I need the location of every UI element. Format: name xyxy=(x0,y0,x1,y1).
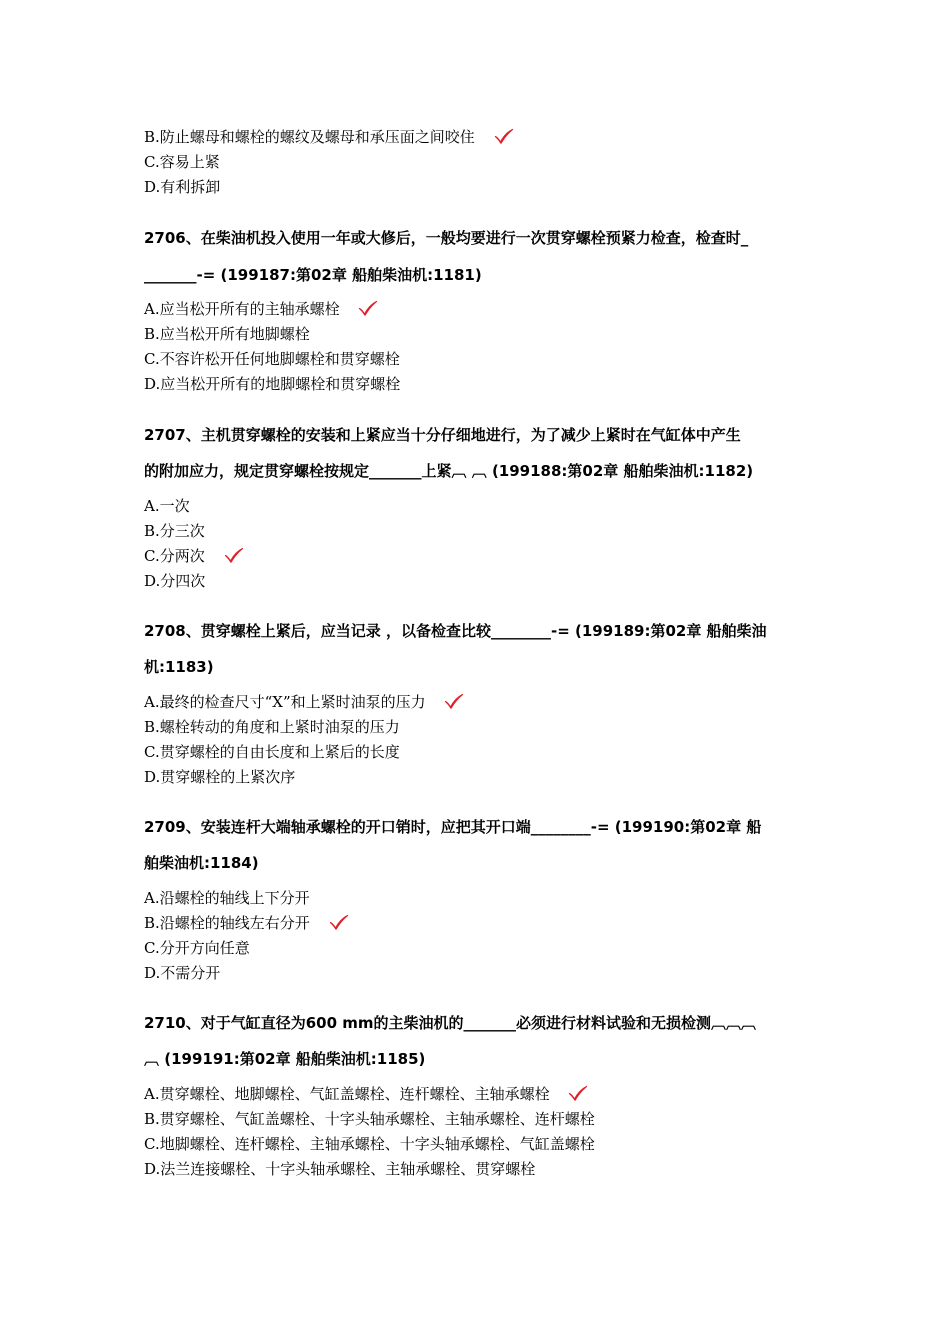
option-2710-c xyxy=(144,1134,595,1154)
option-text: C.不容许松开任何地脚螺栓和贯穿螺栓 xyxy=(144,350,400,368)
check-icon xyxy=(568,1085,588,1101)
option-text: B.螺栓转动的角度和上紧时油泵的压力 xyxy=(144,718,400,736)
option-text: C.容易上紧 xyxy=(144,153,220,171)
option-2707-b xyxy=(144,521,205,541)
option-text: A.贯穿螺栓、地脚螺栓、气缸盖螺栓、连杆螺栓、主轴承螺栓 xyxy=(144,1085,550,1103)
option-2707-d xyxy=(144,571,205,591)
option-text: B.贯穿螺栓、气缸盖螺栓、十字头轴承螺栓、主轴承螺栓、连杆螺栓 xyxy=(144,1110,595,1128)
option-text: A.一次 xyxy=(144,497,190,515)
check-icon xyxy=(358,300,378,316)
option-text: D.法兰连接螺栓、十字头轴承螺栓、主轴承螺栓、贯穿螺栓 xyxy=(144,1160,536,1178)
question-2706-line2: _______-= (199187:第02章 船舶柴油机:1181) xyxy=(144,266,482,284)
question-2708-line1: 2708、贯穿螺栓上紧后，应当记录 ，以备检查比较________-= (199189:第02章 船舶柴油 xyxy=(144,622,767,640)
option-2710-b xyxy=(144,1109,595,1129)
question-2708-line2: 机:1183) xyxy=(144,658,214,676)
question-2707-line1: 2707、主机贯穿螺栓的安装和上紧应当十分仔细地进行，为了减少上紧时在气缸体中产生 xyxy=(144,426,741,444)
option-2709-b xyxy=(144,913,349,933)
option-2709-d xyxy=(144,963,220,983)
option-text: A.沿螺栓的轴线上下分开 xyxy=(144,889,310,907)
option-2709-a xyxy=(144,888,310,908)
option-text: D.应当松开所有的地脚螺栓和贯穿螺栓 xyxy=(144,375,401,393)
option-prev-d xyxy=(144,177,220,197)
check-icon xyxy=(329,914,349,930)
question-2707-line2: 的附加应力，规定贯穿螺栓按规定_______上紧︹ ︹ (199188:第02章 船舶柴油机:1182) xyxy=(144,462,754,480)
option-text: C.地脚螺栓、连杆螺栓、主轴承螺栓、十字头轴承螺栓、气缸盖螺栓 xyxy=(144,1135,595,1153)
option-2706-a xyxy=(144,299,378,319)
question-2706-line1: 2706、在柴油机投入使用一年或大修后，一般均要进行一次贯穿螺栓预紧力检查，检查时_ xyxy=(144,229,749,247)
option-2706-c xyxy=(144,349,400,369)
option-2708-c xyxy=(144,742,400,762)
question-2710-line1: 2710、对于气缸直径为600 mm的主柴油机的_______必须进行材料试验和无损检测︹︹︹ xyxy=(144,1014,757,1032)
option-2708-b xyxy=(144,717,400,737)
option-2707-c xyxy=(144,546,244,566)
option-text: C.分开方向任意 xyxy=(144,939,250,957)
option-text: B.沿螺栓的轴线左右分开 xyxy=(144,914,310,932)
option-text: B.防止螺母和螺栓的螺纹及螺母和承压面之间咬住 xyxy=(144,128,475,146)
option-prev-b xyxy=(144,127,514,147)
option-text: B.分三次 xyxy=(144,522,205,540)
question-2710-line2: ︹ (199191:第02章 船舶柴油机:1185) xyxy=(144,1050,426,1068)
option-text: D.有利拆卸 xyxy=(144,178,221,196)
question-2709-line2: 舶柴油机:1184) xyxy=(144,854,259,872)
question-2709-line1: 2709、安装连杆大端轴承螺栓的开口销时，应把其开口端________-= (199190:第02章 船 xyxy=(144,818,762,836)
check-icon xyxy=(494,128,514,144)
option-prev-c xyxy=(144,152,220,172)
check-icon xyxy=(444,693,464,709)
option-text: A.最终的检查尺寸“X”和上紧时油泵的压力 xyxy=(144,693,426,711)
option-text: C.贯穿螺栓的自由长度和上紧后的长度 xyxy=(144,743,400,761)
option-2709-c xyxy=(144,938,250,958)
check-icon xyxy=(224,547,244,563)
option-2706-b xyxy=(144,324,310,344)
option-text: B.应当松开所有地脚螺栓 xyxy=(144,325,310,343)
option-text: D.不需分开 xyxy=(144,964,221,982)
option-text: A.应当松开所有的主轴承螺栓 xyxy=(144,300,340,318)
option-2708-a xyxy=(144,692,464,712)
option-text: C.分两次 xyxy=(144,547,205,565)
option-2706-d xyxy=(144,374,400,394)
option-2708-d xyxy=(144,767,295,787)
option-2710-a xyxy=(144,1084,588,1104)
option-2707-a xyxy=(144,496,190,516)
option-2710-d xyxy=(144,1159,535,1179)
option-text: D.分四次 xyxy=(144,572,206,590)
option-text: D.贯穿螺栓的上紧次序 xyxy=(144,768,296,786)
